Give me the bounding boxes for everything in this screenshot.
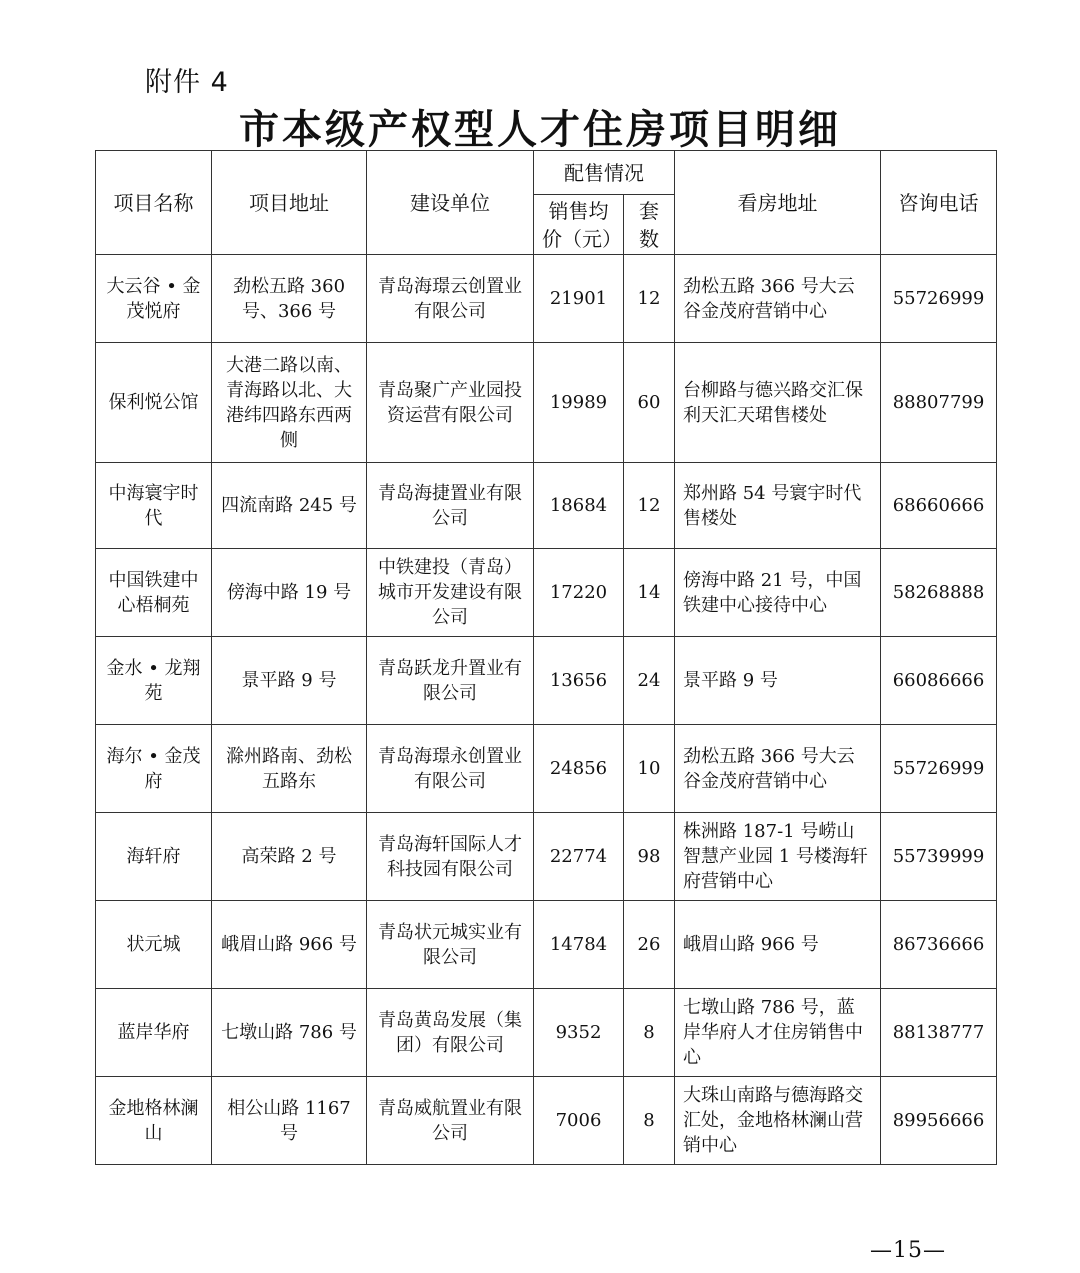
table-row xyxy=(96,901,997,989)
cell-unit-count: 24 xyxy=(624,637,675,725)
cell-project-name: 金水 • 龙翔苑 xyxy=(96,637,212,725)
cell-project-address: 景平路 9 号 xyxy=(212,637,367,725)
cell-project-name: 大云谷 • 金茂悦府 xyxy=(96,255,212,343)
header-phone: 咨询电话 xyxy=(881,151,997,255)
table-row xyxy=(96,989,997,1077)
cell-viewing-address: 劲松五路 366 号大云谷金茂府营销中心 xyxy=(675,255,881,343)
cell-project-address: 高荣路 2 号 xyxy=(212,813,367,901)
cell-phone: 86736666 xyxy=(881,901,997,989)
cell-viewing-address: 景平路 9 号 xyxy=(675,637,881,725)
cell-builder: 青岛威航置业有限公司 xyxy=(367,1077,534,1165)
cell-phone: 88807799 xyxy=(881,343,997,463)
cell-average-price: 18684 xyxy=(534,463,624,549)
document-title: 市本级产权型人才住房项目明细 xyxy=(239,106,841,153)
cell-project-address: 劲松五路 360 号、366 号 xyxy=(212,255,367,343)
cell-average-price: 19989 xyxy=(534,343,624,463)
cell-average-price: 14784 xyxy=(534,901,624,989)
cell-phone: 68660666 xyxy=(881,463,997,549)
cell-project-name: 中国铁建中心梧桐苑 xyxy=(96,549,212,637)
cell-average-price: 22774 xyxy=(534,813,624,901)
cell-unit-count: 98 xyxy=(624,813,675,901)
cell-average-price: 24856 xyxy=(534,725,624,813)
cell-project-address: 峨眉山路 966 号 xyxy=(212,901,367,989)
cell-phone: 66086666 xyxy=(881,637,997,725)
header-sales-status: 配售情况 xyxy=(534,151,675,195)
cell-builder: 青岛海璟云创置业有限公司 xyxy=(367,255,534,343)
cell-project-address: 大港二路以南、青海路以北、大港纬四路东西两侧 xyxy=(212,343,367,463)
cell-average-price: 21901 xyxy=(534,255,624,343)
cell-average-price: 9352 xyxy=(534,989,624,1077)
cell-builder: 青岛海璟永创置业有限公司 xyxy=(367,725,534,813)
cell-viewing-address: 七墩山路 786 号，蓝岸华府人才住房销售中心 xyxy=(675,989,881,1077)
cell-builder: 青岛海捷置业有限公司 xyxy=(367,463,534,549)
cell-builder: 青岛跃龙升置业有限公司 xyxy=(367,637,534,725)
cell-project-name: 保利悦公馆 xyxy=(96,343,212,463)
table-row xyxy=(96,813,997,901)
cell-project-name: 金地格林澜山 xyxy=(96,1077,212,1165)
table-row xyxy=(96,255,997,343)
cell-unit-count: 60 xyxy=(624,343,675,463)
cell-average-price: 13656 xyxy=(534,637,624,725)
header-project-address: 项目地址 xyxy=(212,151,367,255)
cell-project-name: 中海寰宇时代 xyxy=(96,463,212,549)
cell-phone: 89956666 xyxy=(881,1077,997,1165)
cell-unit-count: 12 xyxy=(624,255,675,343)
table-row xyxy=(96,463,997,549)
cell-viewing-address: 大珠山南路与德海路交汇处，金地格林澜山营销中心 xyxy=(675,1077,881,1165)
cell-viewing-address: 台柳路与德兴路交汇保利天汇天珺售楼处 xyxy=(675,343,881,463)
cell-builder: 青岛聚广产业园投资运营有限公司 xyxy=(367,343,534,463)
page-number: —15— xyxy=(870,1238,946,1263)
cell-project-address: 七墩山路 786 号 xyxy=(212,989,367,1077)
header-average-price: 销售均价（元） xyxy=(534,195,624,255)
cell-unit-count: 12 xyxy=(624,463,675,549)
table-row xyxy=(96,549,997,637)
table-row xyxy=(96,725,997,813)
cell-viewing-address: 峨眉山路 966 号 xyxy=(675,901,881,989)
header-viewing-address: 看房地址 xyxy=(675,151,881,255)
cell-project-name: 蓝岸华府 xyxy=(96,989,212,1077)
cell-builder: 青岛海轩国际人才科技园有限公司 xyxy=(367,813,534,901)
cell-builder: 中铁建投（青岛）城市开发建设有限公司 xyxy=(367,549,534,637)
header-project-name: 项目名称 xyxy=(96,151,212,255)
cell-phone: 55726999 xyxy=(881,725,997,813)
cell-project-address: 相公山路 1167 号 xyxy=(212,1077,367,1165)
cell-unit-count: 26 xyxy=(624,901,675,989)
cell-builder: 青岛状元城实业有限公司 xyxy=(367,901,534,989)
cell-phone: 58268888 xyxy=(881,549,997,637)
table-row xyxy=(96,1077,997,1165)
cell-project-address: 傍海中路 19 号 xyxy=(212,549,367,637)
table-row xyxy=(96,343,997,463)
cell-project-address: 四流南路 245 号 xyxy=(212,463,367,549)
header-builder: 建设单位 xyxy=(367,151,534,255)
cell-viewing-address: 傍海中路 21 号，中国铁建中心接待中心 xyxy=(675,549,881,637)
cell-phone: 88138777 xyxy=(881,989,997,1077)
cell-viewing-address: 劲松五路 366 号大云谷金茂府营销中心 xyxy=(675,725,881,813)
cell-unit-count: 8 xyxy=(624,989,675,1077)
header-unit-count: 套数 xyxy=(624,195,675,255)
cell-average-price: 17220 xyxy=(534,549,624,637)
cell-unit-count: 10 xyxy=(624,725,675,813)
cell-phone: 55726999 xyxy=(881,255,997,343)
cell-builder: 青岛黄岛发展（集团）有限公司 xyxy=(367,989,534,1077)
cell-project-name: 海尔 • 金茂府 xyxy=(96,725,212,813)
cell-phone: 55739999 xyxy=(881,813,997,901)
cell-unit-count: 8 xyxy=(624,1077,675,1165)
housing-projects-table xyxy=(95,150,997,1165)
cell-project-name: 海轩府 xyxy=(96,813,212,901)
cell-average-price: 7006 xyxy=(534,1077,624,1165)
cell-unit-count: 14 xyxy=(624,549,675,637)
cell-project-address: 滁州路南、劲松五路东 xyxy=(212,725,367,813)
cell-viewing-address: 郑州路 54 号寰宇时代售楼处 xyxy=(675,463,881,549)
attachment-label: 附件 4 xyxy=(145,67,229,98)
cell-project-name: 状元城 xyxy=(96,901,212,989)
table-row xyxy=(96,637,997,725)
cell-viewing-address: 株洲路 187-1 号崂山智慧产业园 1 号楼海轩府营销中心 xyxy=(675,813,881,901)
